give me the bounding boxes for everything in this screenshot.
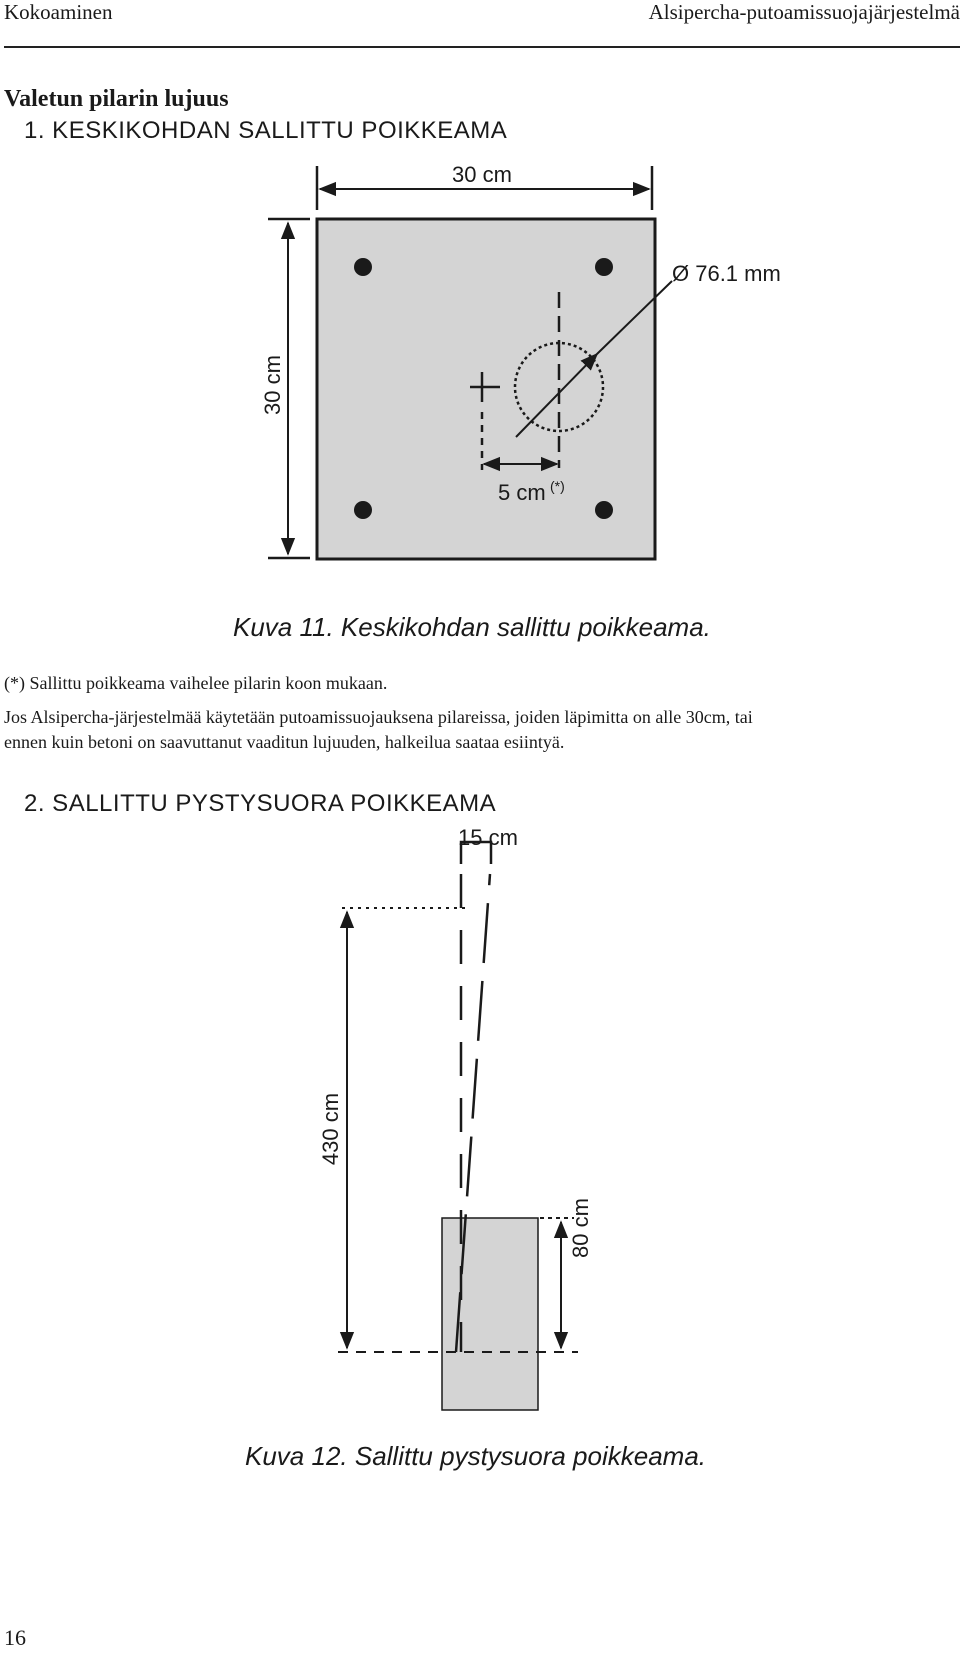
header-product: Alsipercha-putoamissuojajärjestelmä <box>648 0 960 24</box>
paragraph-line: ennen kuin betoni on saavuttanut vaaditun lujuuden, halkeilua saataa esiintyä. <box>4 732 565 752</box>
diameter-label: Ø 76.1 mm <box>672 261 781 286</box>
height-430-label: 430 cm <box>318 1092 343 1166</box>
offset-label: 5 cm <box>498 480 546 505</box>
section-title: Valetun pilarin lujuus <box>4 86 229 112</box>
figure-11-caption: Kuva 11. Keskikohdan sallittu poikkeama. <box>233 612 711 642</box>
width-label: 30 cm <box>452 162 512 187</box>
page-header <box>4 0 960 48</box>
header-chapter: Kokoaminen <box>4 0 113 24</box>
base-80-label: 80 cm <box>568 1198 593 1258</box>
figure-12-column-diagram <box>318 825 630 1420</box>
top-offset-label: 15 cm <box>458 825 518 850</box>
footnote: (*) Sallittu poikkeama vaihelee pilarin koon mukaan. <box>4 673 388 693</box>
heading-vertical-deviation: 2. SALLITTU PYSTYSUORA POIKKEAMA <box>24 790 497 817</box>
height-label: 30 cm <box>260 355 285 415</box>
bolt-hole <box>354 501 372 519</box>
base-block <box>442 1218 538 1410</box>
page-number: 16 <box>4 1625 26 1650</box>
bolt-hole <box>354 258 372 276</box>
bolt-hole <box>595 501 613 519</box>
figure-12-caption: Kuva 12. Sallittu pystysuora poikkeama. <box>245 1441 707 1471</box>
paragraph-line: Jos Alsipercha-järjestelmää käytetään putoamissuojauksena pilareissa, joiden läpimitta on alle 30cm, tai <box>4 707 753 727</box>
body-paragraph <box>4 705 960 755</box>
bolt-hole <box>595 258 613 276</box>
heading-center-deviation: 1. KESKIKOHDAN SALLITTU POIKKEAMA <box>24 117 508 144</box>
figure-11-plate-diagram <box>260 160 820 590</box>
offset-footnote-mark: (*) <box>550 478 565 494</box>
